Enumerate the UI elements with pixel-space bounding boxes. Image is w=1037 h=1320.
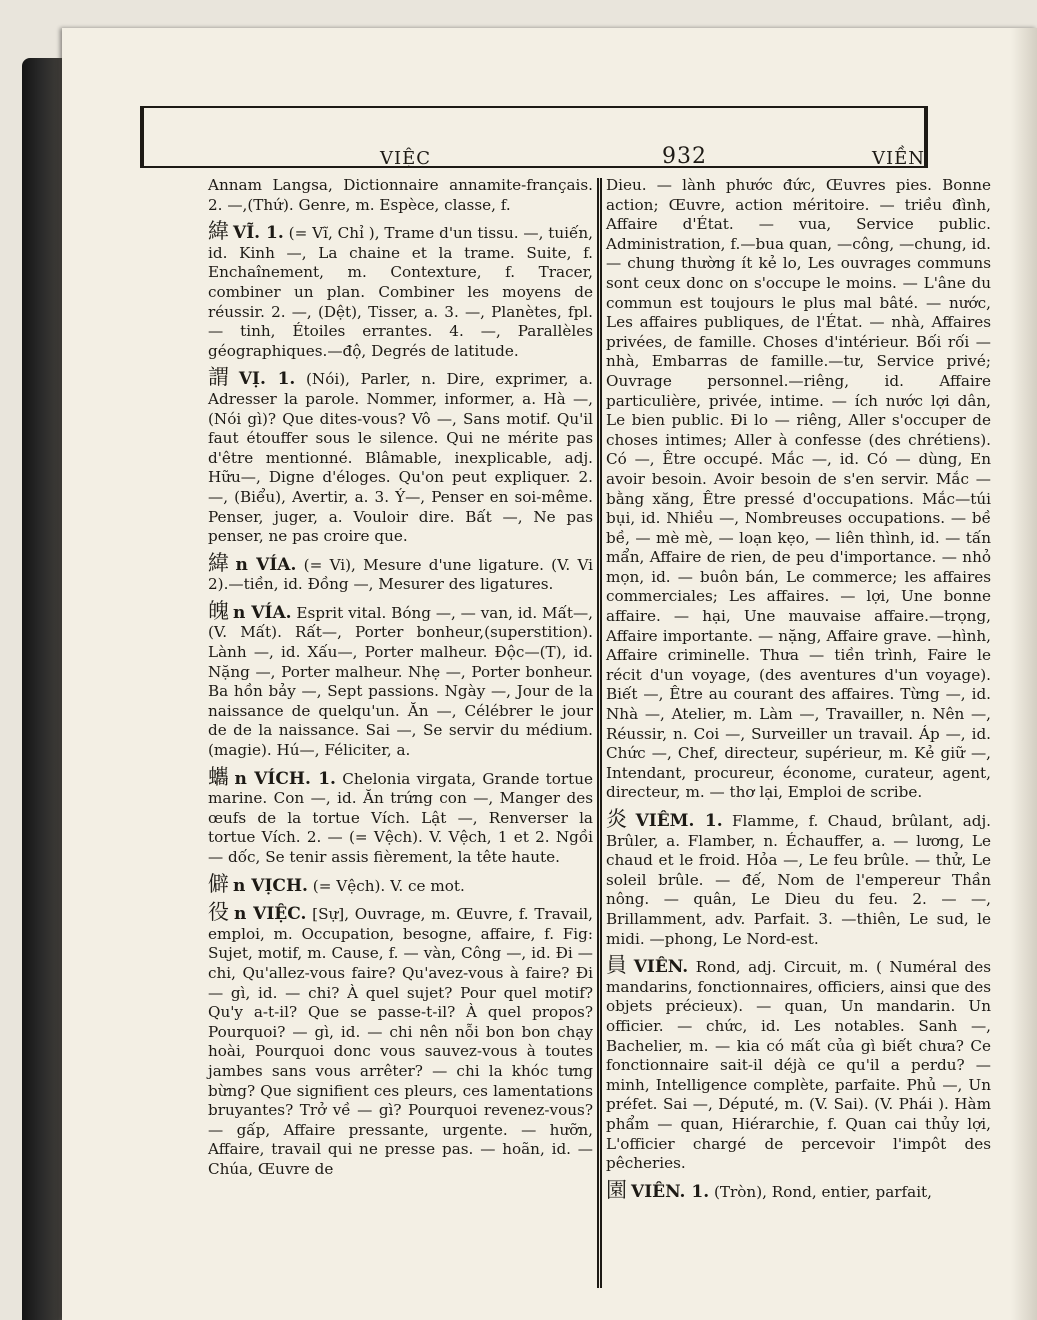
- dictionary-entry: 魄 n VÍA. Esprit vital. Bóng —, — van, id. Mất—, (V. Mất). Rất—, Porter bonheur,(superstition). Lành —, id. Xấu—, Porter malheur. Độc—(T), id. Nặng —, Porter malheur. Nhẹ —, Porter bonheur. Ba hồn bảy —, Sept passions. Ngày —, Jour de la naissance de quelqu'un. Ăn —, Célébrer le jour de de la naissance. Sai —, Se servir du médium. (magie). Hú—, Féliciter, a.: [208, 598, 594, 760]
- header-left-word: VIỆC: [380, 148, 432, 169]
- page-shadow: [1011, 28, 1037, 1320]
- column-rule: [597, 178, 599, 1288]
- dictionary-entry: 僻 n VỊCH. (= Vệch). V. ce mot.: [208, 871, 465, 896]
- dictionary-entry: 蠵 n VÍCH. 1. Chelonia virgata, Grande tortue marine. Con —, id. Ăn trứng con —, Manger des œufs de la tortue Vích. Lật —, Renverser la tortue Vích. 2. — (= Vệch). V. Vệch, 1 et 2. Ngồi — dốc, Se tenir assis fièrement, la tête haute.: [208, 764, 593, 866]
- dictionary-entry: 謂 VỊ. 1. (Nói), Parler, n. Dire, exprimer, a. Adresser la parole. Nommer, informer, a. Hà —, (Nói gì)? Que dites-vous? Vô —, Sans motif. Qu'il faut étouffer sous le silence. Qui ne mérite pas d'être mentionné. Blâmable, inexplicable, adj. Hữu—, Digne d'éloges. Qu'on peut expliquer. 2. —, (Biểu), Avertir, a. 3. Ý—, Penser en soi-même. Penser, juger, a. Vouloir dire. Bất —, Ne pas penser, ne pas croire que.: [208, 365, 594, 546]
- running-header: [140, 106, 928, 168]
- dictionary-entry: 園 VIÊN. 1. (Tròn), Rond, entier, parfait,: [606, 1177, 932, 1202]
- page-number: 932: [662, 144, 707, 169]
- dictionary-entry: 員 VIÊN. Rond, adj. Circuit, m. ( Numéral des mandarins, fonctionnaires, officiers, ainsi que des objets précieux). — quan, Un mandarin. Un officier. — chức, id. Les notables. Sanh —, Bachelier, m. — kia có mất của gì biết chưa? Ce fonctionnaire sait-il déjà ce qu'il a perdu? — minh, Intelligence complète, parfaite. Phủ —, Un préfet. Sai —, Député, m. (V. Sai). (V. Phái ). Hàm phẩm — quan, Hiérarchie, f. Quan cai thủy lợi, L'officier chargé de percevoir l'impôt des pêcheries.: [606, 953, 992, 1173]
- column-rule: [600, 178, 602, 1288]
- dictionary-entry: 役 n VIỆC. [Sự], Ouvrage, m. Œuvre, f. Travail, emploi, m. Occupation, besogne, affaire, f. Fig: Sujet, motif, m. Cause, f. — vàn, Công —, id. Đi — chi, Qu'allez-vous faire? Qu'avez-vous à faire? Đi — gì, id. — chi? À quel sujet? Pour quel motif? Qu'y a-t-il? Que se passe-t-il? À quel propos? Pourquoi? — gì, id. — chi nên nỗi bon bon chạy hoài, Pourquoi donc vous sauvez-vous à toutes jambes sans vous arrêter? — chi la khóc tưng bừng? Que signifient ces pleurs, ces lamentations bruyantes? Trở về — gì? Pourquoi revenez-vous? — gấp, Affaire pressante, urgente. — hưỡn, Affaire, travail qui ne presse pas. — hoãn, id. — Chúa, Œuvre de: [208, 900, 593, 1178]
- dictionary-entry: 緯 VĨ. 1. (= Vĩ, Chỉ ), Trame d'un tissu. —, tuiến, id. Kinh —, La chaine et la trame. Suite, f. Enchaînement, m. Contexture, f. Tracer, combiner un plan. Combiner les moyens de réussir. 2. —, (Dệt), Tisser, a. 3. —, Planètes, fpl. — tinh, Étoiles errantes. 4. —, Parallèles géographiques.—độ, Degrés de latitude.: [208, 219, 593, 360]
- entry-continuation: Annam Langsa, Dictionnaire annamite-français. 2. —,(Thứ). Genre, m. Espèce, classe, f.: [208, 176, 593, 214]
- right-column: [606, 176, 991, 1202]
- entry-continuation: Dieu. — lành phước đức, Œuvres pies. Bonne action; Œuvre, action méritoire. — triều đình, Affaire d'État. — vua, Service public. Administration, f.—bua quan, —công, —chung, id. — chung thường ít kẻ lo, Les ouvrages communs sont ceux donc on s'occupe le moins. — L'âne du commun est toujours le plus mal bâté. — nước, Les affaires publiques, de l'État. — nhà, Affaires privées, de famille. Choses d'intérieur. Bối rối — nhà, Embarras de famille.—tư, Service privé; Ouvrage personnel.—riêng, id. Affaire particulière, privée, intime. — ích nước lợi dân, Le bien public. Đi lo — riêng, Aller s'occuper de choses intimes; Aller à confesse (des chrétiens). Có —, Être occupé. Mắc —, id. Có — dùng, En avoir besoin. Avoir besoin de s'en servir. Mắc — bằng xăng, Être pressé d'occupations. Mắc—túi bụi, id. Nhiều —, Nombreuses occupations. — bề bề, — mè mè, — loạn kẹo, — liên thình, id. — tấn mẩn, Affaire de rien, de peu d'importance. — nhỏ mọn, id. — buôn bán, Le commerce; les affaires commerciales; Les affaires. — lợi, Une bonne affaire. — hại, Une mauvaise affaire.—trọng, Affaire importante. — nặng, Affaire grave. —hình, Affaire criminelle. Thưa — tiền trình, Faire le récit d'un voyage, (des aventures d'un voyage). Biết —, Être au courant des affaires. Từng —, id. Nhà —, Atelier, m. Làm —, Travailler, n. Nên —, Réussir, n. Coi —, Surveiller un travail. Áp —, id. Chức —, Chef, directeur, supérieur, m. Kẻ giữ —, Intendant, procureur, économe, curateur, agent, directeur, m. — thơ lại, Emploi de scribe.: [606, 176, 991, 802]
- dictionary-entry: 炎 VIÊM. 1. Flamme, f. Chaud, brûlant, adj. Brûler, a. Flamber, n. Échauffer, a. — lương, Le chaud et le froid. Hỏa —, Le feu brûle. — thử, Le soleil brûle. — đế, Nom de l'empereur Thần nông. — quân, Le Dieu du feu. 2. — —, Brillamment, adv. Parfait. 3. —thiên, Le sud, le midi. —phong, Le Nord-est.: [606, 807, 992, 948]
- left-column: [208, 176, 593, 1180]
- header-right-word: VIỀN: [872, 148, 925, 169]
- dictionary-entry: 緯 n VÍA. (= Vi), Mesure d'une ligature. (V. Vi 2).—tiền, id. Đồng —, Mesurer des ligatures.: [208, 550, 594, 594]
